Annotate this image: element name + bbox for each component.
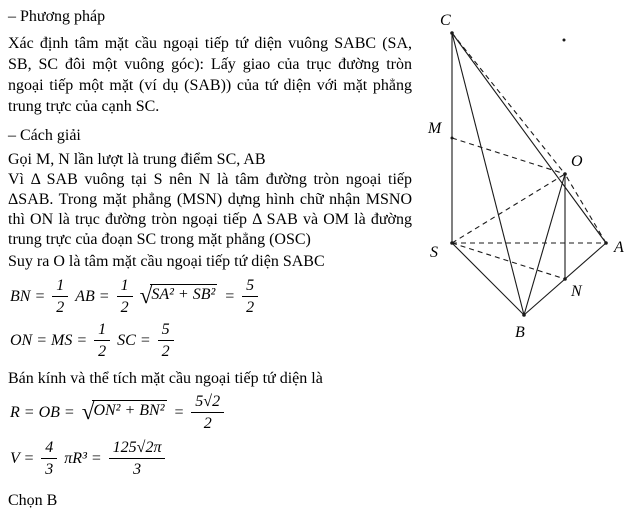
vertex-label-B: B	[515, 324, 525, 341]
vertex-dot-N	[563, 277, 567, 281]
fraction: $\frac{5√2}{2}$	[191, 392, 224, 433]
segment-MO	[452, 138, 565, 174]
eq-term: BN =	[10, 287, 46, 305]
segment-CO	[452, 33, 565, 174]
vertex-label-A: A	[614, 239, 624, 256]
fraction: $\frac{1}{2}$	[94, 320, 110, 361]
method-line: ngoại tiếp một mặt (ví dụ (SAB)) của tứ diện với mặt phẳng	[8, 77, 412, 94]
reasoning-paragraph	[8, 170, 412, 250]
square-root: √ON² + BN²	[81, 399, 165, 425]
conclusion-statement: Suy ra O là tâm mặt cầu ngoại tiếp tứ diện SABC	[8, 253, 325, 270]
method-line: Xác định tâm mặt cầu ngoại tiếp tứ diện vuông SABC (SA,	[8, 35, 412, 52]
eq-term: =	[224, 287, 236, 305]
vertex-dot-O	[563, 172, 567, 176]
reasoning-line: Vì Δ SAB vuông tại S nên N là tâm đường tròn ngoại tiếp	[8, 171, 412, 188]
vertex-label-C: C	[440, 12, 451, 29]
tetrahedron-diagram	[420, 0, 632, 360]
fraction: $\frac{5}{2}$	[158, 320, 174, 361]
eq-term: πR³ =	[64, 449, 102, 467]
method-paragraph	[8, 33, 412, 117]
method-line: SB, SC đôi một vuông góc): Lấy giao của trục đường tròn	[8, 56, 412, 73]
midpoint-statement: Gọi M, N lần lượt là trung điểm SC, AB	[8, 151, 266, 168]
vertex-label-O: O	[571, 153, 583, 170]
reasoning-line: ΔSAB. Trong mặt phẳng (MSN) dựng hình chữ nhận MSNO	[8, 191, 412, 208]
stray-dot	[563, 39, 566, 42]
fraction: $\frac{125√2\pi}{3}$	[109, 438, 166, 479]
radius-intro: Bán kính và thể tích mặt cầu ngoại tiếp tứ diện là	[8, 370, 323, 387]
vertex-dot-A	[604, 241, 608, 245]
eq-term: R = OB =	[10, 403, 75, 421]
eq-term: SC =	[117, 331, 151, 349]
vertex-label-N: N	[571, 283, 582, 300]
edge-CB	[452, 33, 524, 315]
square-root: √SA² + SB²	[139, 283, 216, 309]
equation-on	[10, 320, 174, 361]
solution-header: – Cách giải	[8, 127, 81, 144]
equation-volume	[10, 438, 165, 479]
vertex-label-S: S	[430, 244, 438, 261]
fraction: $\frac{1}{2}$	[117, 276, 133, 317]
fraction: $\frac{5}{2}$	[242, 276, 258, 317]
vertex-label-M: M	[428, 120, 442, 137]
equation-radius	[10, 392, 224, 433]
reasoning-line: trung trực của đoạn SC trong mặt phẳng (OSC)	[8, 231, 311, 248]
eq-term: =	[173, 403, 185, 421]
eq-term: ON = MS =	[10, 331, 88, 349]
eq-term: AB =	[75, 287, 110, 305]
vertex-dot-S	[450, 241, 454, 245]
method-line: trung trực của cạnh SC.	[8, 98, 160, 115]
vertex-dot-B	[522, 313, 526, 317]
segment-SN	[452, 243, 565, 279]
vertex-dot-C	[450, 31, 454, 35]
fraction: $\frac{1}{2}$	[52, 276, 68, 317]
edge-SB	[452, 243, 524, 315]
radical-sign: √	[139, 283, 153, 309]
answer-choice: Chọn B	[8, 492, 58, 509]
edge-CA	[452, 33, 606, 243]
vertex-dot-M	[451, 137, 454, 140]
equation-bn	[10, 276, 258, 317]
method-header: – Phương pháp	[8, 8, 106, 25]
radical-sign: √	[81, 399, 95, 425]
segment-AO	[565, 174, 606, 243]
eq-term: V =	[10, 449, 35, 467]
reasoning-line: thì ON là trục đường tròn ngoại tiếp Δ SAB và OM là đường	[8, 211, 412, 228]
fraction: $\frac{4}{3}$	[41, 438, 57, 479]
